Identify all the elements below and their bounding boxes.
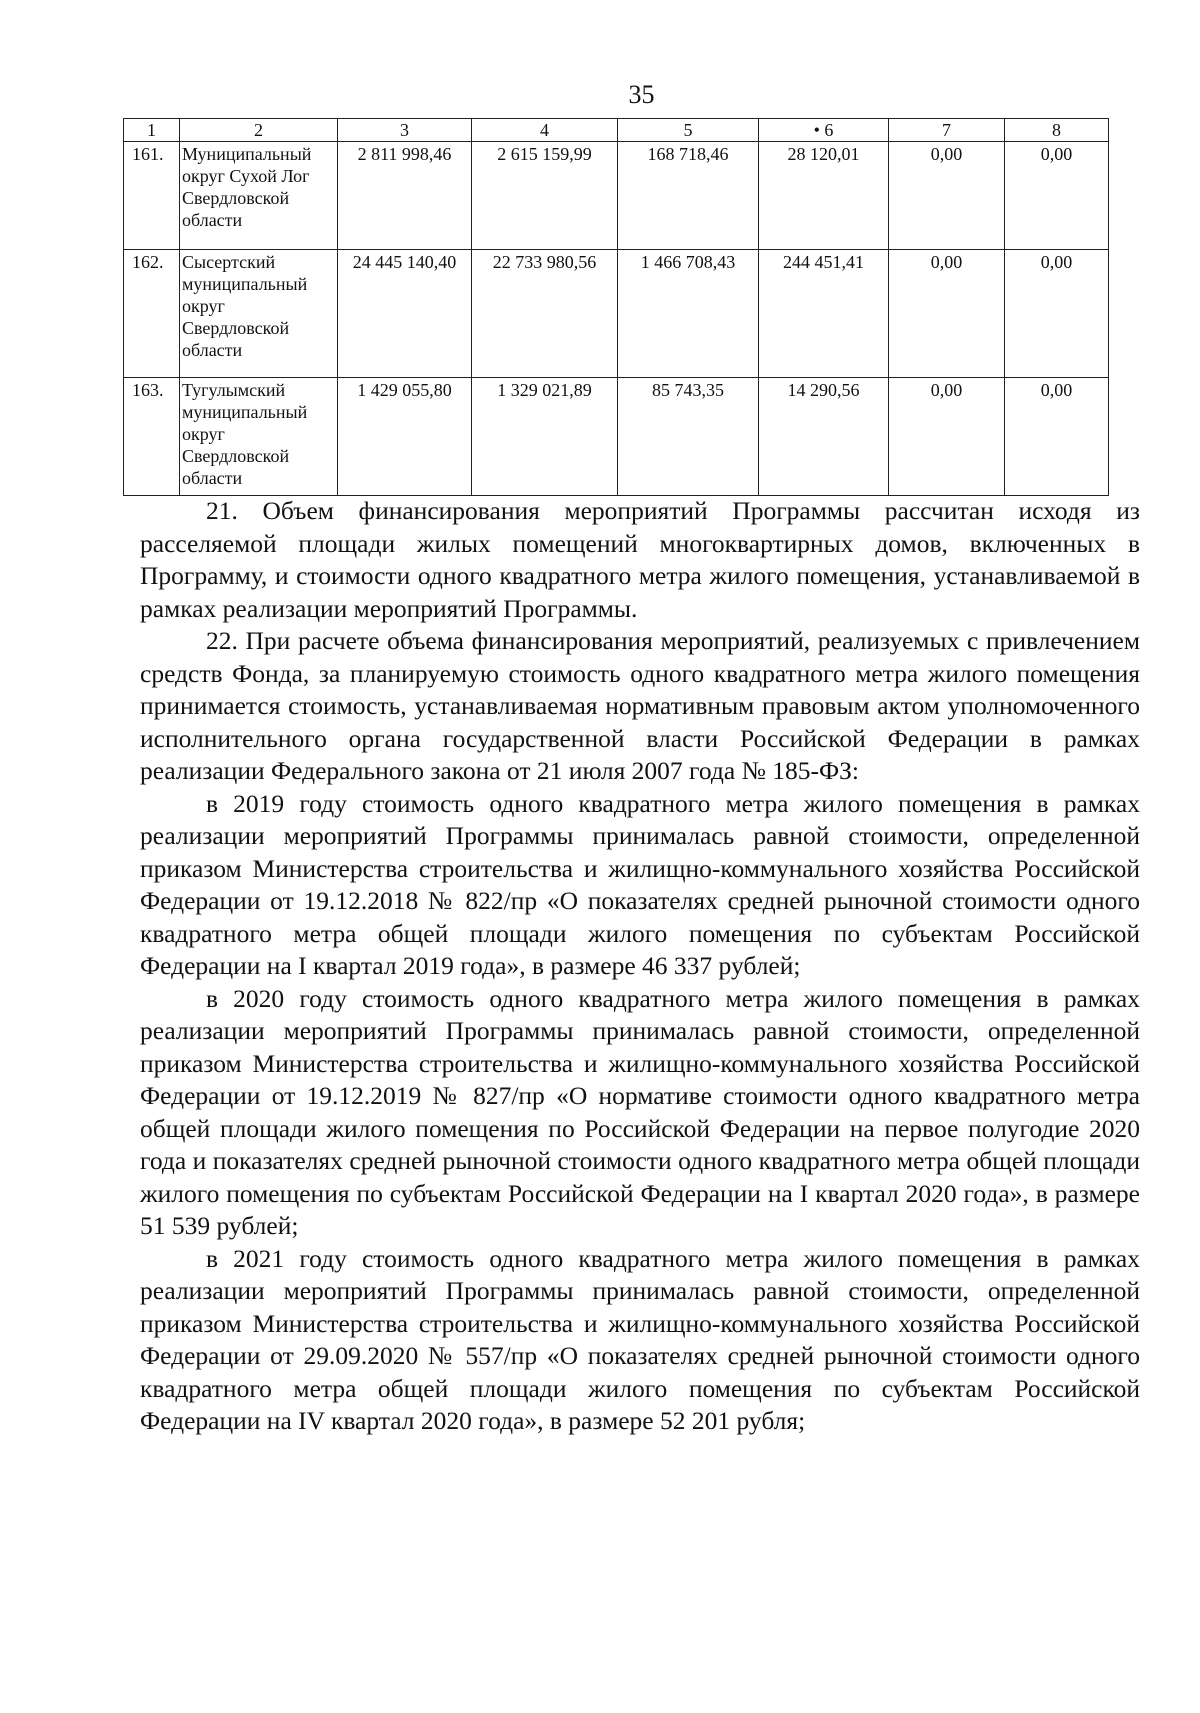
- column-header: • 6: [759, 119, 889, 142]
- paragraph-22: 22. При расчете объема финансирования мероприятий, реализуемых с привлечением средств Фонда, за планируемую стоимость одного квадратного метра жилого помещения принимается стоимость, устанавливаемая нормативным правовым актом уполномоченного исполнительного органа государственной власти Российской Федерации в рамках реализации Федерального закона от 21 июля 2007 года № 185-ФЗ:: [140, 626, 1140, 785]
- financing-table: [123, 118, 1109, 496]
- column-header: 3: [338, 119, 472, 142]
- cell-value: 1 429 055,80: [338, 378, 472, 496]
- cell-value: 1 466 708,43: [618, 250, 759, 378]
- paragraph-2020: в 2020 году стоимость одного квадратного метра жилого помещения в рамках реализации мероприятий Программы принималась равной стоимости, определенной приказом Министерства строительства и жилищно-коммунального хозяйства Российской Федерации от 19.12.2019 № 827/пр «О нормативе стоимости одного квадратного метра общей площади жилого помещения по Российской Федерации на первое полугодие 2020 года и показателях средней рыночной стоимости одного квадратного метра общей площади жилого помещения по субъектам Российской Федерации на I квартал 2020 года», в размере 51 539 рублей;: [140, 983, 1140, 1240]
- row-index: 163.: [124, 378, 180, 496]
- column-header: 8: [1005, 119, 1109, 142]
- document-body: [140, 495, 1140, 1438]
- column-header: 7: [889, 119, 1005, 142]
- cell-value: 2 811 998,46: [338, 142, 472, 250]
- table-row: [124, 142, 1109, 250]
- cell-value: 0,00: [1005, 142, 1109, 250]
- page-number: 35: [628, 80, 655, 109]
- column-header: 1: [124, 119, 180, 142]
- row-index: 161.: [124, 142, 180, 250]
- table-header-row: [124, 119, 1109, 142]
- cell-value: 0,00: [889, 378, 1005, 496]
- cell-value: 0,00: [889, 142, 1005, 250]
- cell-value: 22 733 980,56: [472, 250, 618, 378]
- cell-value: 28 120,01: [759, 142, 889, 250]
- column-header: 5: [618, 119, 759, 142]
- row-index: 162.: [124, 250, 180, 378]
- municipality-name: Муниципальный округ Сухой Лог Свердловской области: [180, 142, 338, 250]
- paragraph-21: 21. Объем финансирования мероприятий Программы рассчитан исходя из расселяемой площади жилых помещений многоквартирных домов, включенных в Программу, и стоимости одного квадратного метра жилого помещения, устанавливаемой в рамках реализации мероприятий Программы.: [140, 496, 1140, 623]
- table-row: [124, 378, 1109, 496]
- cell-value: 85 743,35: [618, 378, 759, 496]
- cell-value: 0,00: [889, 250, 1005, 378]
- municipality-name: Тугулымский муниципальный округ Свердловской области: [180, 378, 338, 496]
- cell-value: 168 718,46: [618, 142, 759, 250]
- cell-value: 14 290,56: [759, 378, 889, 496]
- cell-value: 0,00: [1005, 378, 1109, 496]
- municipality-name: Сысертский муниципальный округ Свердловской области: [180, 250, 338, 378]
- column-header: 2: [180, 119, 338, 142]
- cell-value: 1 329 021,89: [472, 378, 618, 496]
- column-header: 4: [472, 119, 618, 142]
- cell-value: 2 615 159,99: [472, 142, 618, 250]
- table-row: [124, 250, 1109, 378]
- paragraph-2021: в 2021 году стоимость одного квадратного метра жилого помещения в рамках реализации мероприятий Программы принималась равной стоимости, определенной приказом Министерства строительства и жилищно-коммунального хозяйства Российской Федерации от 29.09.2020 № 557/пр «О показателях средней рыночной стоимости одного квадратного метра общей площади жилого помещения по субъектам Российской Федерации на IV квартал 2020 года», в размере 52 201 рубля;: [140, 1243, 1140, 1435]
- paragraph-2019: в 2019 году стоимость одного квадратного метра жилого помещения в рамках реализации мероприятий Программы принималась равной стоимости, определенной приказом Министерства строительства и жилищно-коммунального хозяйства Российской Федерации от 19.12.2018 № 822/пр «О показателях средней рыночной стоимости одного квадратного метра общей площади жилого помещения по субъектам Российской Федерации на I квартал 2019 года», в размере 46 337 рублей;: [140, 788, 1140, 980]
- cell-value: 24 445 140,40: [338, 250, 472, 378]
- cell-value: 244 451,41: [759, 250, 889, 378]
- cell-value: 0,00: [1005, 250, 1109, 378]
